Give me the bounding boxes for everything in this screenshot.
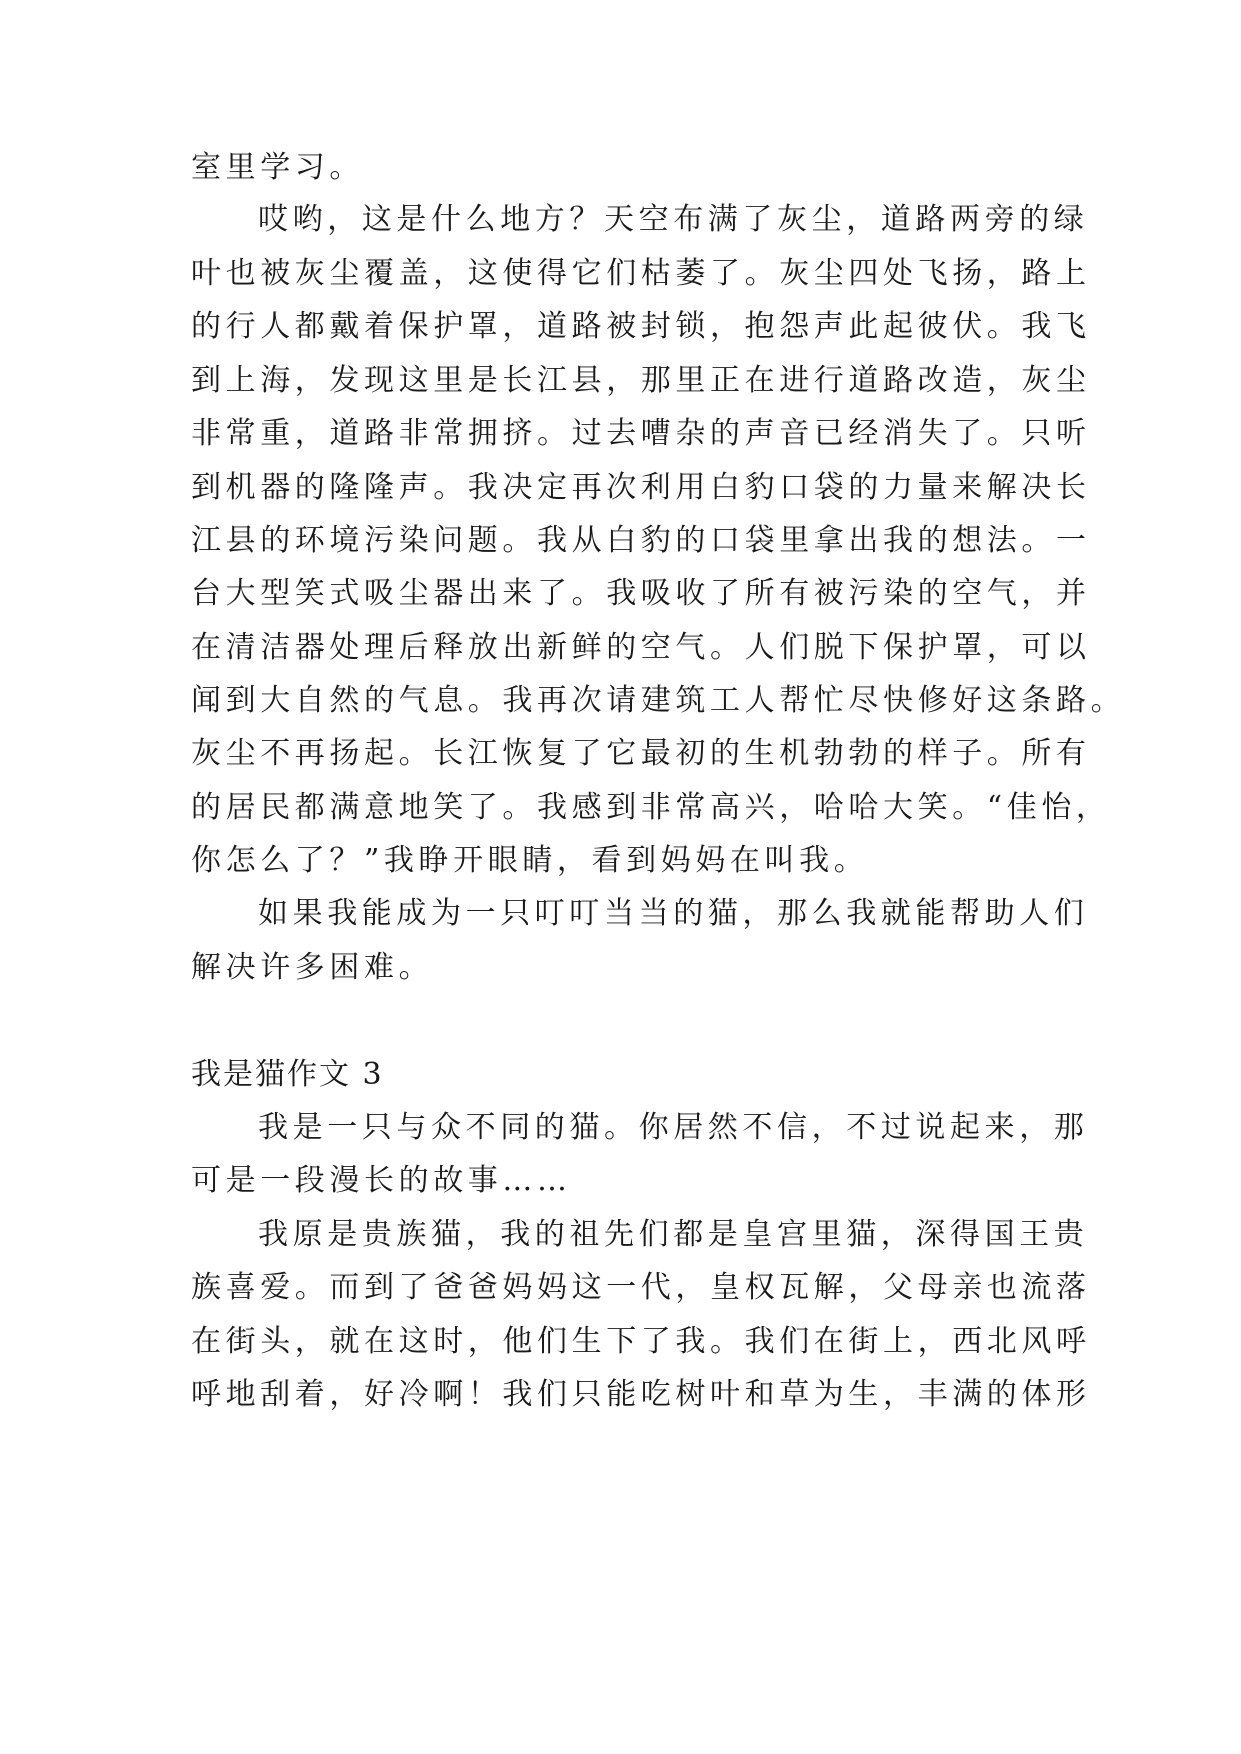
text-line: 解决许多困难。 xyxy=(191,950,434,985)
text-line: 你怎么了？”我睁开眼睛，看到妈妈在叫我。 xyxy=(191,843,869,878)
text-line: 可是一段漫长的故事…… xyxy=(191,1163,572,1198)
text-line: 呼地刮着，好冷啊！我们只能吃树叶和草为生，丰满的体形 xyxy=(191,1377,1091,1412)
text-line: 在街头，就在这时，他们生下了我。我们在街上，西北风呼 xyxy=(191,1324,1091,1359)
text-line: 在清洁器处理后释放出新鲜的空气。人们脱下保护罩，可以 xyxy=(191,630,1091,665)
paragraph-first-line: 我原是贵族猫，我的祖先们都是皇宫里猫，深得国王贵 xyxy=(258,1217,1089,1252)
text-line: 族喜爱。而到了爸爸妈妈这一代，皇权瓦解，父母亲也流落 xyxy=(191,1270,1091,1305)
text-line: 灰尘不再扬起。长江恢复了它最初的生机勃勃的样子。所有 xyxy=(191,736,1091,771)
text-line: 室里学习。 xyxy=(191,150,364,185)
text-line: 到上海，发现这里是长江县，那里正在进行道路改造，灰尘 xyxy=(191,363,1091,398)
paragraph-first-line: 哎哟，这是什么地方？天空布满了灰尘，道路两旁的绿 xyxy=(258,202,1089,237)
text-line: 闻到大自然的气息。我再次请建筑工人帮忙尽快修好这条路。 xyxy=(191,683,1126,718)
text-line: 江县的环境污染问题。我从白豹的口袋里拿出我的想法。一 xyxy=(191,523,1091,558)
text-line: 的居民都满意地笑了。我感到非常高兴，哈哈大笑。“佳怡， xyxy=(191,790,1111,825)
text-line: 的行人都戴着保护罩，道路被封锁，抱怨声此起彼伏。我飞 xyxy=(191,309,1091,344)
text-line: 到机器的隆隆声。我决定再次利用白豹口袋的力量来解决长 xyxy=(191,470,1091,505)
text-line: 台大型笑式吸尘器出来了。我吸收了所有被污染的空气，并 xyxy=(191,576,1091,611)
paragraph-first-line: 如果我能成为一只叮叮当当的猫，那么我就能帮助人们 xyxy=(258,896,1089,931)
text-line: 非常重，道路非常拥挤。过去嘈杂的声音已经消失了。只听 xyxy=(191,416,1091,451)
section-heading: 我是猫作文 3 xyxy=(191,1057,384,1092)
paragraph-first-line: 我是一只与众不同的猫。你居然不信，不过说起来，那 xyxy=(258,1110,1089,1145)
text-line: 叶也被灰尘覆盖，这使得它们枯萎了。灰尘四处飞扬，路上 xyxy=(191,256,1091,291)
